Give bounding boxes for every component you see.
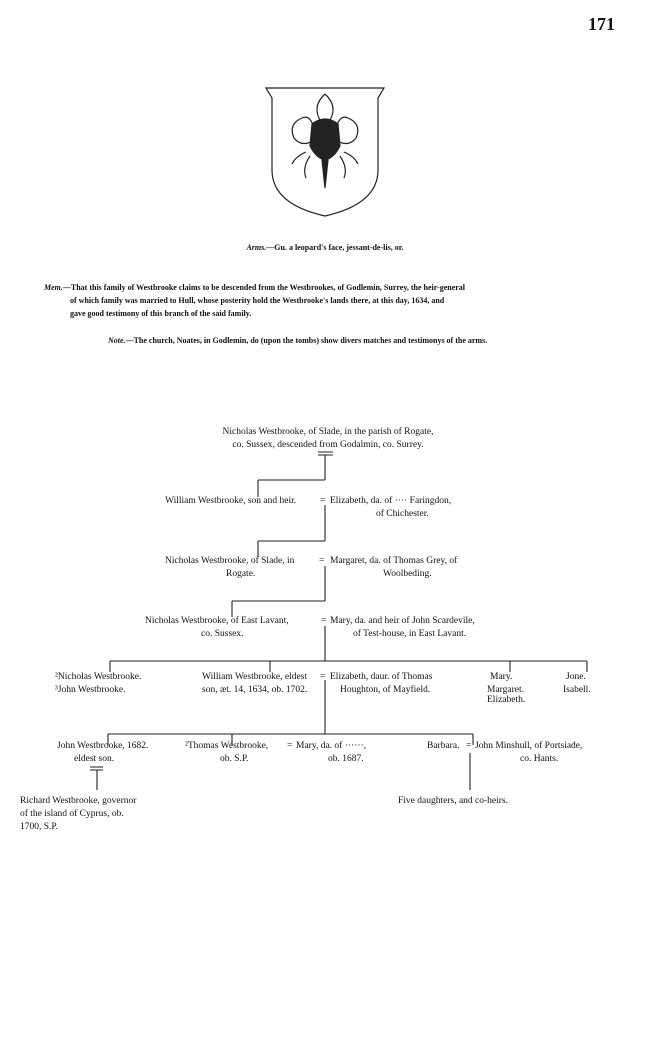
gen3-husband-line-1: Nicholas Westbrooke, of Slade, in bbox=[165, 556, 295, 566]
gen2-wife-line-2: of Chichester. bbox=[376, 509, 429, 519]
gen1-line-2: co. Sussex, descended from Godalmin, co. Surrey. bbox=[232, 440, 424, 450]
gen5-wife-line-1: Elizabeth, daur. of Thomas bbox=[330, 672, 433, 682]
gen7-richard-line-3: 1700, S.P. bbox=[20, 822, 59, 832]
gen4-husband-line-1: Nicholas Westbrooke, of East Lavant, bbox=[145, 616, 289, 626]
note-text: —The church, Noates, in Godlemin, do (upon the tombs) show divers matches and testimonys of the arms. bbox=[125, 336, 488, 345]
gen5-sister-elizabeth: Elizabeth. bbox=[487, 695, 526, 705]
gen3-marriage-sign: = bbox=[319, 556, 325, 566]
gen6-barbara-marriage-sign: = bbox=[466, 741, 472, 751]
gen5-husband-line-2: son, æt. 14, 1634, ob. 1702. bbox=[202, 685, 308, 695]
gen5-wife-line-2: Houghton, of Mayfield. bbox=[340, 685, 431, 695]
gen6-thomas-line-1: ²Thomas Westbrooke, bbox=[185, 741, 269, 751]
gen1-line-1: Nicholas Westbrooke, of Slade, in the parish of Rogate, bbox=[222, 427, 434, 437]
gen7-five-daughters: Five daughters, and co-heirs. bbox=[398, 796, 509, 806]
gen2-husband: William Westbrooke, son and heir. bbox=[165, 496, 297, 506]
arms-text: —Gu. a leopard's face, jessant-de-lis, or. bbox=[266, 243, 404, 252]
gen6-mary-line-2: ob. 1687. bbox=[328, 754, 364, 764]
gen7-richard-line-1: Richard Westbrooke, governor bbox=[20, 796, 137, 806]
gen1-progenitor bbox=[223, 426, 434, 452]
gen4-wife-line-1: Mary, da. and heir of John Scardevile, bbox=[330, 616, 475, 626]
gen5-marriage-sign: = bbox=[320, 672, 326, 682]
gen5-sister-margaret: Margaret. bbox=[487, 685, 525, 695]
gen6-barbara: Barbara. bbox=[427, 741, 460, 751]
gen6-thomas-marriage-sign: = bbox=[287, 741, 293, 751]
gen2-wife-line-1: Elizabeth, da. of ···· Faringdon, bbox=[330, 496, 452, 506]
arms-label: Arms. bbox=[246, 243, 267, 252]
gen7-richard-line-2: of the island of Cyprus, ob. bbox=[20, 809, 124, 819]
note-label: Note. bbox=[108, 336, 126, 345]
gen3-wife-line-2: Woolbeding. bbox=[383, 569, 432, 579]
memo-text-1: —That this family of Westbrooke claims to be descended from the Westbrookes, of Godlemin, Surrey, the heir-general bbox=[62, 283, 466, 292]
memo-line-2: of which family was married to Hull, whose posterity hold the Westbrooke's lands there, at this day, 1634, and bbox=[70, 296, 445, 305]
gen6-mary-line-1: Mary, da. of ······, bbox=[296, 741, 367, 751]
gen3-wife-line-1: Margaret, da. of Thomas Grey, of bbox=[330, 556, 458, 566]
gen6-john-line-1: John Westbrooke, 1682. bbox=[57, 741, 149, 751]
gen2-marriage-sign: = bbox=[320, 496, 326, 506]
gen4-wife-line-2: of Test-house, in East Lavant. bbox=[353, 629, 467, 639]
gen4-marriage-sign: = bbox=[321, 616, 327, 626]
page-number: 171 bbox=[588, 14, 615, 34]
gen6-minshull-line-2: co. Hants. bbox=[520, 754, 559, 764]
gen5-sister-jone: Jone. bbox=[566, 672, 586, 682]
memo-line-3: gave good testimony of this branch of the said family. bbox=[70, 309, 252, 318]
gen4-husband-line-2: co. Sussex. bbox=[201, 629, 244, 639]
gen3-husband-line-2: Rogate. bbox=[226, 569, 256, 579]
gen5-sibling-john: ³John Westbrooke. bbox=[55, 685, 126, 695]
gen6-thomas-line-2: ob. S.P. bbox=[220, 754, 249, 764]
gen6-minshull-line-1: John Minshull, of Portsiade, bbox=[475, 741, 583, 751]
gen6-john-line-2: eldest son. bbox=[74, 754, 115, 764]
gen5-sibling-nicholas: ²Nicholas Westbrooke. bbox=[55, 672, 142, 682]
memo-label: Mem. bbox=[44, 283, 63, 292]
gen5-husband-line-1: William Westbrooke, eldest bbox=[202, 672, 308, 682]
gen5-sister-mary: Mary. bbox=[490, 672, 513, 682]
gen5-sister-isabell: Isabell. bbox=[563, 685, 591, 695]
